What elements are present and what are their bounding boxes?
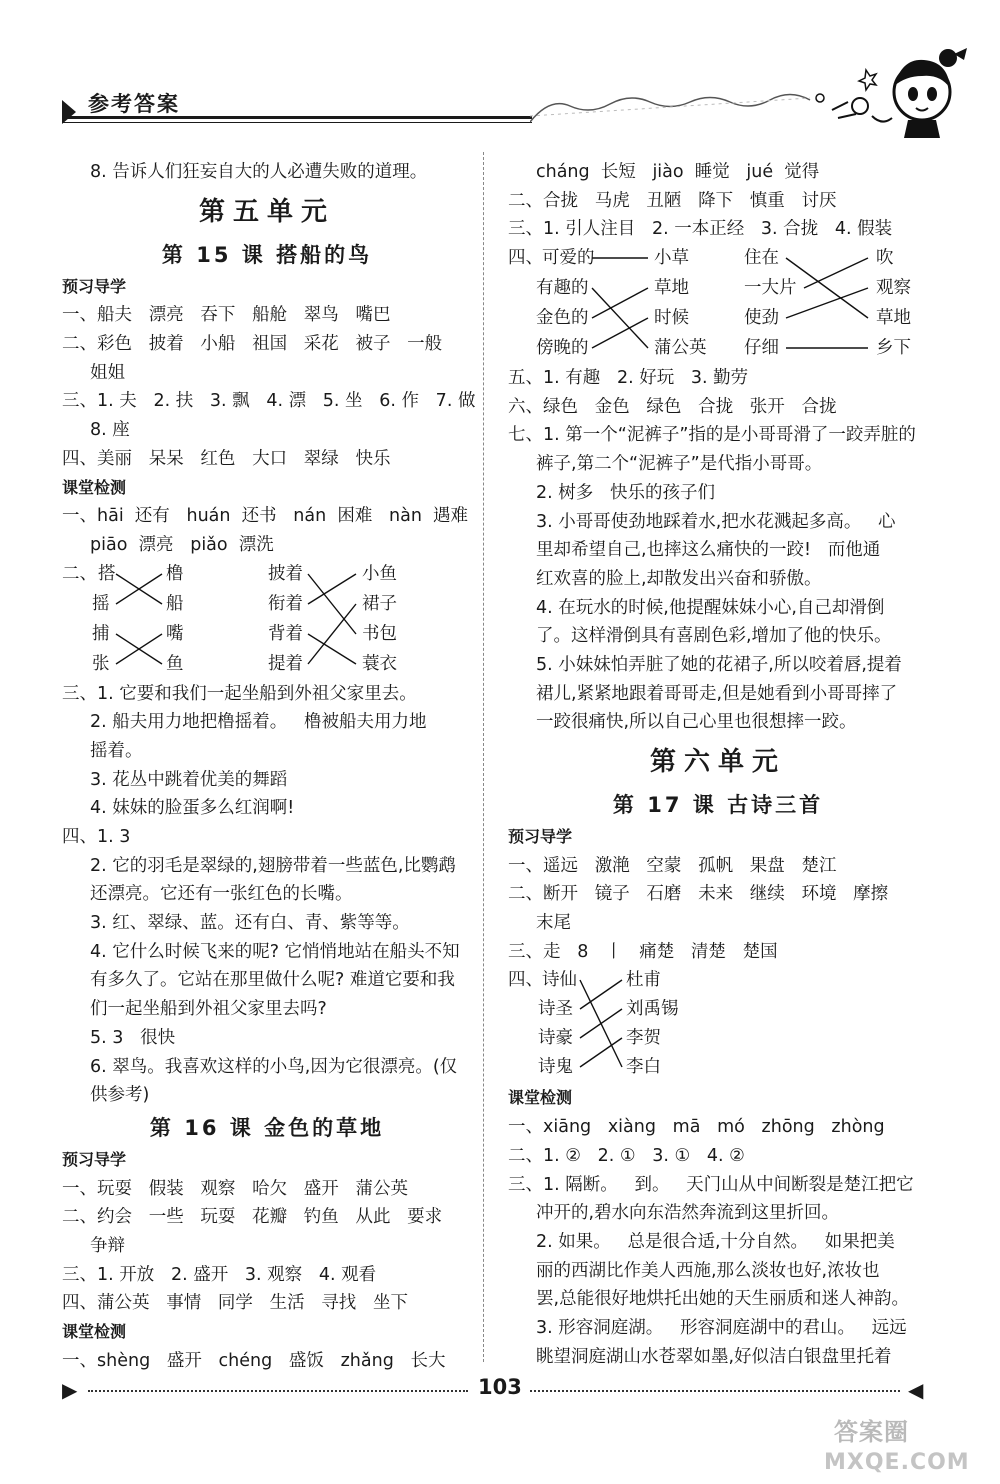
match-right-item: 嘴 <box>166 623 184 644</box>
answer-line: 4. 它什么时候飞来的呢? 它悄悄地站在船头不知 <box>90 941 460 962</box>
match-right-item: 鱼 <box>166 653 184 674</box>
answer-line: 一、shèng 盛开 chéng 盛饭 zhǎng 长大 <box>62 1350 446 1371</box>
answer-line: 姐姐 <box>90 362 125 383</box>
match-left-item: 张 <box>92 653 110 674</box>
answer-line: 二、1. ② 2. ① 3. ① 4. ② <box>508 1145 745 1166</box>
matching-exercise <box>508 966 928 1084</box>
match-left-item: 捕 <box>92 623 110 644</box>
lesson-heading-16: 第 16 课 金色的草地 <box>149 1115 385 1140</box>
answer-line: 末尾 <box>536 913 571 934</box>
header-marker-icon <box>62 100 76 124</box>
answer-line: 一、hāi 还有 huán 还书 nán 困难 nàn 遇难 <box>62 506 469 527</box>
right-column <box>508 158 928 1371</box>
answer-line: 四、美丽 呆呆 红色 大口 翠绿 快乐 <box>62 448 391 469</box>
match-left-item: 诗豪 <box>538 1028 573 1049</box>
answer-line: cháng 长短 jiào 睡觉 jué 觉得 <box>536 162 820 182</box>
match-left-item: 一大片 <box>744 278 797 299</box>
footer-rule-left <box>88 1390 468 1392</box>
match-left-item: 提着 <box>268 653 303 674</box>
answer-line: 5. 小妹妹怕弄脏了她的花裙子,所以咬着唇,提着 <box>536 654 902 675</box>
match-left-item: 可爱的 <box>542 248 595 269</box>
answer-line: 4. 在玩水的时候,他提醒妹妹小心,自己却滑倒 <box>536 597 885 618</box>
match-right-item: 时候 <box>654 308 689 329</box>
answer-line: 四、蒲公英 事情 同学 生活 寻找 坐下 <box>62 1293 408 1314</box>
answer-line: 6. 翠鸟。我喜欢这样的小鸟,因为它很漂亮。(仅 <box>90 1056 458 1077</box>
answer-line: 罢,总能很好地烘托出她的天生丽质和迷人神韵。 <box>536 1289 910 1310</box>
match-lines <box>508 244 928 364</box>
answer-line: 里却希望自己,也摔这么痛快的一跤! 而他通 <box>536 540 881 561</box>
answer-line: 裙儿,紧紧地跟着哥哥走,但是她看到小哥哥摔了 <box>536 683 898 704</box>
match-left-item: 住在 <box>744 248 779 269</box>
watermark-url: MXQE.COM <box>824 1450 970 1475</box>
answer-line: 还漂亮。它还有一张红色的长嘴。 <box>90 884 353 905</box>
match-lines <box>508 966 708 1084</box>
answer-line: 一跤很痛快,所以自己心里也很想摔一跤。 <box>536 712 857 733</box>
match-right-item: 乡下 <box>876 338 911 359</box>
match-right-item: 蓑衣 <box>362 653 397 674</box>
section-heading-check: 课堂检测 <box>62 477 127 497</box>
answer-line: 一、遥远 激滟 空蒙 孤帆 果盘 楚江 <box>508 855 837 876</box>
answer-line: 三、走 8 丨 痛楚 清楚 楚国 <box>508 941 778 962</box>
match-left-item: 金色的 <box>536 308 589 329</box>
answer-line: 3. 小哥哥使劲地踩着水,把水花溅起多高。 心 <box>536 511 896 532</box>
answer-line: 2. 它的羽毛是翠绿的,翅膀带着一些蓝色,比鹦鹉 <box>90 855 456 876</box>
match-left-item: 披着 <box>268 563 303 584</box>
match-right-item: 刘禹锡 <box>626 999 679 1020</box>
match-left-item: 衔着 <box>268 593 303 614</box>
match-prefix: 四、 <box>508 248 543 269</box>
match-left-item: 背着 <box>268 623 303 644</box>
answer-line: 一、玩耍 假装 观察 哈欠 盛开 蒲公英 <box>62 1178 408 1199</box>
answer-line: 一、xiāng xiàng mā mó zhōng zhòng <box>508 1117 885 1138</box>
answer-line: 摇着。 <box>90 740 143 761</box>
match-right-item: 李白 <box>626 1057 661 1078</box>
answer-line: 二、合拢 马虎 丑陋 降下 慎重 讨厌 <box>508 190 837 211</box>
section-heading-preview: 预习导学 <box>62 1149 127 1169</box>
footer-rule-right <box>530 1390 900 1392</box>
answer-line: 六、绿色 金色 绿色 合拢 张开 合拢 <box>508 396 837 417</box>
match-right-item: 李贺 <box>626 1028 661 1049</box>
match-left-item: 搭 <box>98 563 116 584</box>
match-left-item: 诗圣 <box>538 999 573 1020</box>
footer-left-marker-icon: ▶ <box>62 1378 78 1402</box>
answer-line: 8. 座 <box>90 420 130 441</box>
match-right-item: 船 <box>166 593 184 614</box>
match-lines <box>62 560 472 680</box>
section-heading-check: 课堂检测 <box>508 1088 573 1108</box>
answer-line: piāo 漂亮 piǎo 漂洗 <box>90 534 274 555</box>
unit-heading-5: 第五单元 <box>198 196 335 227</box>
answer-line: 三、1. 引人注目 2. 一本正经 3. 合拢 4. 假装 <box>508 219 893 240</box>
match-prefix: 四、 <box>508 970 543 991</box>
page-number: 103 <box>478 1375 522 1399</box>
answer-line: 二、彩色 披着 小船 祖国 采花 被子 一般 <box>62 334 443 355</box>
answer-line: 8. 告诉人们狂妄自大的人必遭失败的道理。 <box>90 162 428 182</box>
answer-line: 一、船夫 漂亮 吞下 船舱 翠鸟 嘴巴 <box>62 305 391 326</box>
answer-line: 2. 如果。 总是很合适,十分自然。 如果把美 <box>536 1231 895 1252</box>
match-left-item: 诗鬼 <box>538 1057 573 1078</box>
answer-line: 了。这样滑倒具有喜剧色彩,增加了他的快乐。 <box>536 626 892 647</box>
answer-line: 七、1. 第一个“泥裤子”指的是小哥哥滑了一跤弄脏的 <box>508 425 916 446</box>
match-right-item: 杜甫 <box>626 970 661 991</box>
answer-line: 二、约会 一些 玩耍 花瓣 钓鱼 从此 要求 <box>62 1207 443 1228</box>
match-left-item: 使劲 <box>744 308 779 329</box>
match-right-item: 蒲公英 <box>654 338 707 359</box>
column-divider <box>483 152 484 1362</box>
answer-line: 三、1. 开放 2. 盛开 3. 观察 4. 观看 <box>62 1264 377 1285</box>
match-left-item: 傍晚的 <box>536 338 589 359</box>
answer-line: 五、1. 有趣 2. 好玩 3. 勤劳 <box>508 368 749 389</box>
match-right-item: 小草 <box>654 248 689 269</box>
answer-line: 二、断开 镜子 石磨 未来 继续 环境 摩擦 <box>508 884 889 905</box>
watermark-text: 答案圈 <box>834 1418 909 1446</box>
answer-line: 有多久了。它站在那里做什么呢? 难道它要和我 <box>90 970 455 991</box>
footer-right-marker-icon: ◀ <box>908 1378 924 1402</box>
answer-line: 四、1. 3 <box>62 827 131 847</box>
section-heading-check: 课堂检测 <box>62 1322 127 1341</box>
match-right-item: 观察 <box>876 278 911 299</box>
header-decoration-wave <box>530 92 820 132</box>
answer-line: 3. 形容洞庭湖。 形容洞庭湖中的君山。 远远 <box>536 1317 907 1338</box>
answer-line: 丽的西湖比作美人西施,那么淡妆也好,浓妆也 <box>536 1260 880 1281</box>
section-heading-preview: 预习导学 <box>62 276 127 296</box>
match-right-item: 书包 <box>362 623 397 644</box>
section-heading-preview: 预习导学 <box>508 827 573 846</box>
match-right-item: 小鱼 <box>362 563 397 584</box>
girl-mascot-icon <box>812 40 972 140</box>
lesson-heading-17: 第 17 课 古诗三首 <box>612 793 824 817</box>
match-right-item: 裙子 <box>362 593 397 614</box>
unit-heading-6: 第六单元 <box>649 747 786 777</box>
answer-line: 2. 船夫用力地把橹摇着。 橹被船夫用力地 <box>90 712 427 733</box>
match-right-item: 橹 <box>166 563 184 584</box>
match-right-item: 草地 <box>876 308 911 329</box>
answer-line: 三、1. 隔断。 到。 天门山从中间断裂是楚江把它 <box>508 1174 914 1195</box>
answer-line: 3. 花丛中跳着优美的舞蹈 <box>90 769 288 790</box>
answer-line: 红欢喜的脸上,却散发出兴奋和骄傲。 <box>536 568 822 589</box>
left-column <box>62 158 476 1375</box>
answer-line: 4. 妹妹的脸蛋多么红润啊! <box>90 798 295 819</box>
answer-line: 争辩 <box>90 1235 125 1256</box>
answer-line: 裤子,第二个“泥裤子”是代指小哥哥。 <box>536 454 823 475</box>
answer-line: 眺望洞庭湖山水苍翠如墨,好似洁白银盘里托着 <box>536 1346 892 1367</box>
answer-line: 三、1. 它要和我们一起坐船到外祖父家里去。 <box>62 683 417 704</box>
match-left-item: 有趣的 <box>536 278 589 299</box>
lesson-heading-15: 第 15 课 搭船的鸟 <box>161 242 373 267</box>
header-title: 参考答案 <box>88 92 180 116</box>
answer-line: 2. 树多 快乐的孩子们 <box>536 482 715 503</box>
answer-line: 冲开的,碧水向东浩然奔流到这里折回。 <box>536 1203 840 1224</box>
header-rule-thin <box>62 122 532 123</box>
header-rule <box>62 116 532 119</box>
match-prefix: 二、 <box>62 563 97 584</box>
matching-exercise <box>508 244 928 364</box>
match-left-item: 仔细 <box>744 338 779 359</box>
match-left-item: 摇 <box>92 593 110 614</box>
match-right-item: 草地 <box>654 278 689 299</box>
answer-line: 3. 红、翠绿、蓝。还有白、青、紫等等。 <box>90 913 410 934</box>
answer-line: 5. 3 很快 <box>90 1027 176 1048</box>
answer-line: 三、1. 夫 2. 扶 3. 飘 4. 漂 5. 坐 6. 作 7. 做 <box>62 391 476 412</box>
match-left-item: 诗仙 <box>542 970 577 991</box>
answer-line: 供参考) <box>90 1085 150 1106</box>
matching-exercise <box>62 560 472 680</box>
match-right-item: 吹 <box>876 248 894 269</box>
answer-line: 们一起坐船到外祖父家里去吗? <box>90 999 327 1020</box>
